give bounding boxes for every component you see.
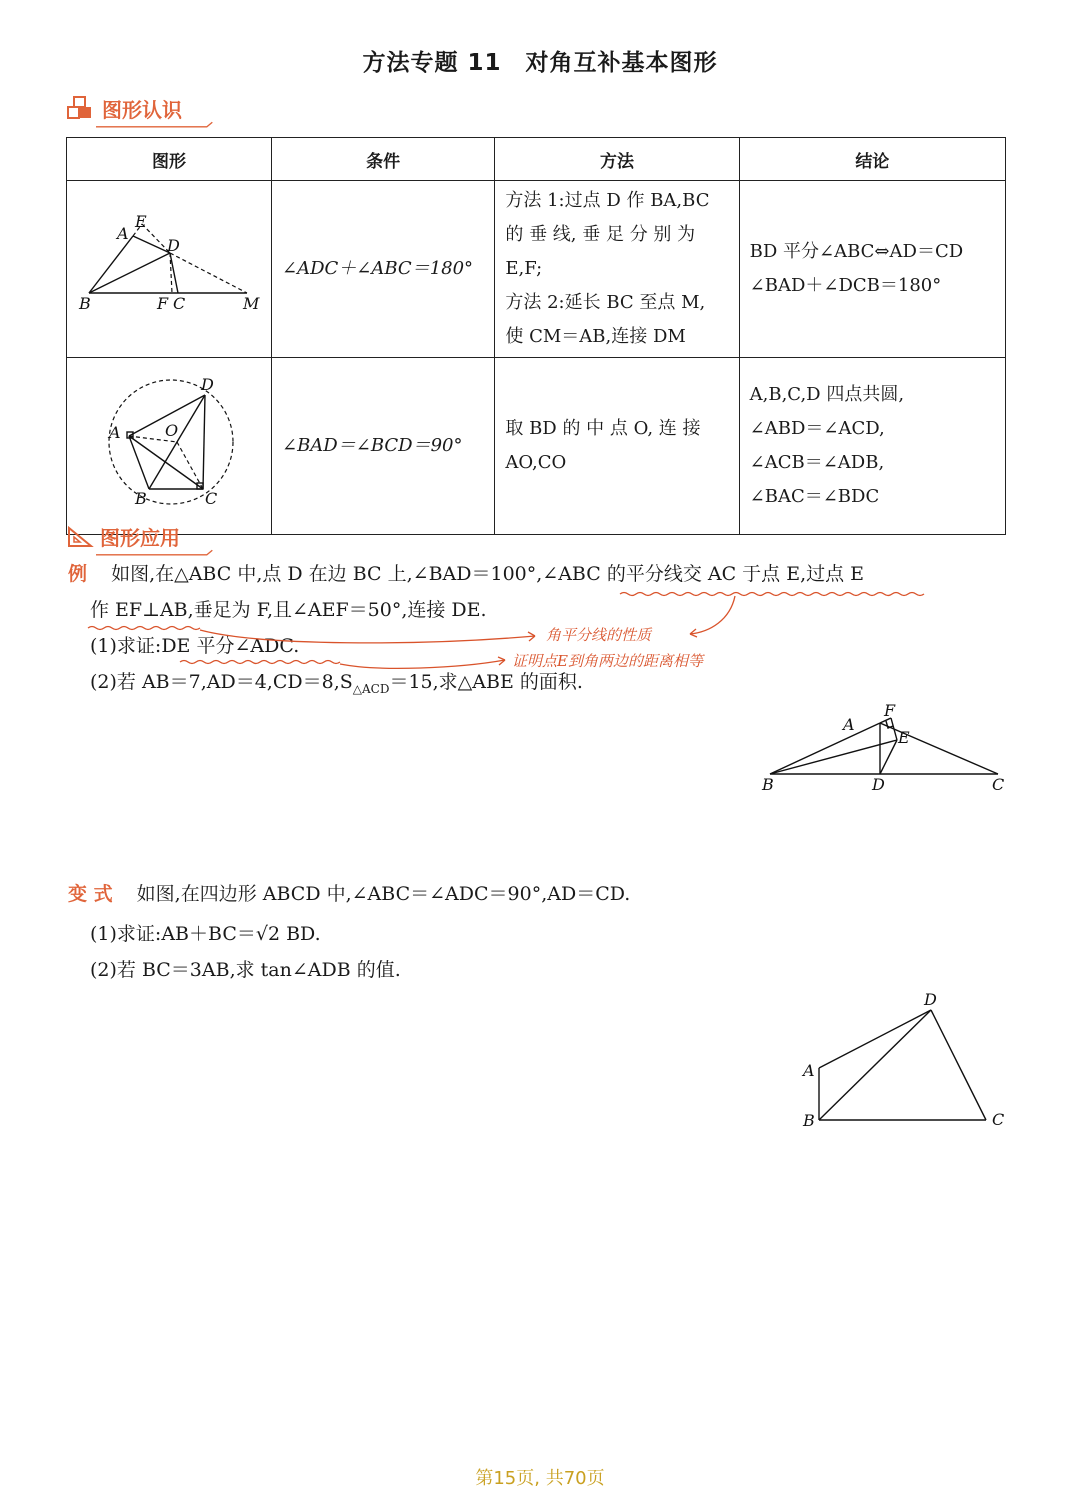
condition-cell: ∠ADC＋∠ABC＝180° xyxy=(272,181,495,358)
condition-cell: ∠BAD＝∠BCD＝90° xyxy=(272,358,495,535)
conclusion-line: BD 平分∠ABC⇔AD＝CD xyxy=(749,241,964,262)
page-title: 方法专题 11 对角互补基本图形 xyxy=(362,50,718,76)
point-label: C xyxy=(173,294,186,313)
section-heading-recognition xyxy=(66,94,182,123)
triangle-ruler-icon xyxy=(66,525,94,549)
point-label: B xyxy=(135,489,147,508)
method-line: 取 BD 的 中 点 O, 连 接 xyxy=(505,418,701,439)
table-header-row xyxy=(67,138,1006,181)
point-label: B xyxy=(762,775,774,794)
point-label: C xyxy=(992,1110,1005,1129)
variant-label: 变 式 xyxy=(68,883,113,905)
variant-figure xyxy=(790,985,1030,1135)
point-label: E xyxy=(898,728,910,747)
point-label: B xyxy=(79,294,91,313)
table-header: 结论 xyxy=(739,138,1005,181)
conclusion-line: ∠ACB＝∠ADB, xyxy=(749,452,885,473)
point-label: D xyxy=(872,775,885,794)
table-row xyxy=(67,358,1006,535)
page-footer: 第15页, 共70页 xyxy=(475,1468,605,1489)
figure-cell xyxy=(67,181,272,358)
point-label: F xyxy=(884,701,896,720)
point-label: D xyxy=(201,375,214,394)
variant-part: (2)若 BC＝3AB,求 tan∠ADB 的值. xyxy=(90,959,401,981)
example-part-text: ＝15,求△ABE 的面积. xyxy=(389,671,583,693)
conclusion-cell xyxy=(739,181,1005,358)
method-table xyxy=(66,137,1006,535)
point-label: D xyxy=(924,990,937,1009)
point-label: A xyxy=(109,423,121,442)
annotation-note: 证明点E到角两边的距离相等 xyxy=(512,652,703,670)
point-label: C xyxy=(205,489,218,508)
annotation-note: 角平分线的性质 xyxy=(546,626,652,644)
conclusion-line: ∠BAC＝∠BDC xyxy=(749,486,880,507)
point-label: B xyxy=(803,1111,815,1130)
cubes-icon xyxy=(66,96,96,122)
example-text-line: 作 EF⊥AB,垂足为 F,且∠AEF＝50°,连接 DE. xyxy=(90,599,487,621)
table-header: 方法 xyxy=(495,138,739,181)
example-text-line: 如图,在△ABC 中,点 D 在边 BC 上,∠BAD＝100°,∠ABC 的平分线交 AC 于点 E,过点 E xyxy=(111,563,865,585)
method-line: 使 CM＝AB,连接 DM xyxy=(505,326,686,347)
point-label: O xyxy=(165,421,179,440)
method-line: 方法 1:过点 D 作 BA,BC xyxy=(505,190,710,211)
method-line: E,F; xyxy=(505,258,543,279)
example-part-text: (2)若 AB＝7,AD＝4,CD＝8,S xyxy=(90,671,353,693)
point-label: E xyxy=(135,212,147,231)
point-label: A xyxy=(803,1061,815,1080)
point-label: F xyxy=(157,294,169,313)
figure-cell xyxy=(67,358,272,535)
method-line: AO,CO xyxy=(505,452,567,473)
point-label: M xyxy=(243,294,260,313)
section-heading-application xyxy=(66,522,180,551)
method-line: 的 垂 线, 垂 足 分 别 为 xyxy=(505,224,696,245)
example-figure xyxy=(750,700,1030,800)
point-label: A xyxy=(117,224,129,243)
figure-concyclic xyxy=(67,358,271,522)
example-part: (1)求证:DE 平分∠ADC. xyxy=(90,635,300,657)
section-heading-text: 图形应用 xyxy=(100,526,180,550)
point-label: A xyxy=(843,715,855,734)
table-header: 条件 xyxy=(272,138,495,181)
point-label: D xyxy=(167,236,180,255)
method-cell xyxy=(495,358,739,535)
heading-underline xyxy=(96,121,216,129)
example-label: 例 xyxy=(68,563,88,585)
variant-part: (1)求证:AB＋BC＝√2 BD. xyxy=(90,923,321,945)
variant-text-line: 如图,在四边形 ABCD 中,∠ABC＝∠ADC＝90°,AD＝CD. xyxy=(136,883,631,905)
conclusion-line: ∠ABD＝∠ACD, xyxy=(749,418,885,439)
section-heading-text: 图形认识 xyxy=(102,98,182,122)
figure-supplementary-quad xyxy=(67,181,271,345)
table-row xyxy=(67,181,1006,358)
conclusion-line: ∠BAD＋∠DCB＝180° xyxy=(749,275,942,296)
point-label: C xyxy=(992,775,1005,794)
conclusion-cell xyxy=(739,358,1005,535)
conclusion-line: A,B,C,D 四点共圆, xyxy=(749,384,905,405)
method-line: 方法 2:延长 BC 至点 M, xyxy=(505,292,706,313)
table-header: 图形 xyxy=(67,138,272,181)
example-part-subscript: △ACD xyxy=(352,681,390,696)
variant-problem xyxy=(68,876,1018,988)
method-cell xyxy=(495,181,739,358)
